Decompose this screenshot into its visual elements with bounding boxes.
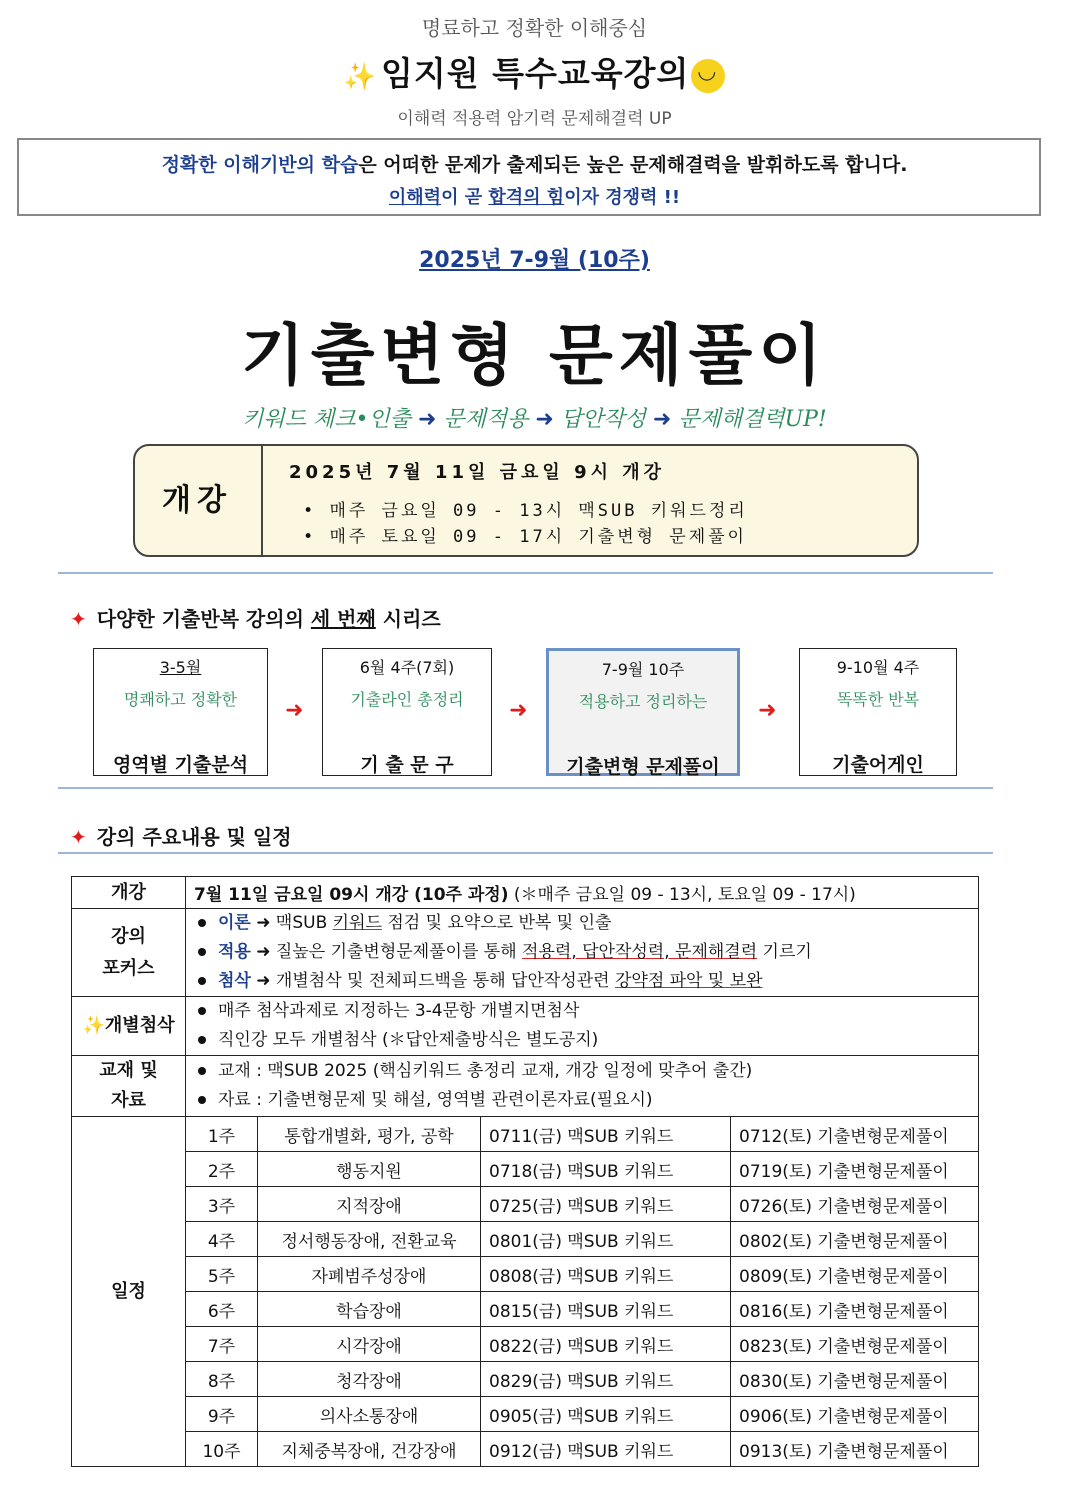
row-header: 일정 bbox=[72, 1117, 186, 1467]
list-item bbox=[198, 967, 970, 996]
saturday-cell: 0726(토) 기출변형문제풀이 bbox=[731, 1187, 979, 1222]
list-item bbox=[198, 938, 970, 967]
intro-line2-b: 이 곧 bbox=[441, 187, 489, 208]
table-row bbox=[72, 1432, 979, 1467]
table-row bbox=[72, 1292, 979, 1327]
flow-step-4: 문제해결력UP! bbox=[678, 407, 827, 432]
bullet-icon bbox=[198, 977, 206, 985]
friday-cell: 0815(금) 맥SUB 키워드 bbox=[481, 1292, 731, 1327]
series-name: 기출변형 문제풀이 bbox=[566, 756, 720, 778]
table-row-materials bbox=[72, 1056, 979, 1117]
week-cell: 6주 bbox=[186, 1292, 258, 1327]
arrow-icon: ➜ bbox=[250, 913, 276, 933]
bullet-icon bbox=[198, 1036, 206, 1044]
row-header-line2: 포커스 bbox=[102, 957, 155, 979]
flow-step-3: 답안작성 bbox=[560, 407, 646, 432]
friday-cell: 0801(금) 맥SUB 키워드 bbox=[481, 1222, 731, 1257]
week-cell: 3주 bbox=[186, 1187, 258, 1222]
row-header bbox=[72, 1056, 186, 1117]
focus-underline: 강약점 파악 및 보완 bbox=[614, 971, 763, 991]
topic-cell: 지적장애 bbox=[258, 1187, 481, 1222]
star-icon: ✦ bbox=[70, 607, 87, 631]
section-title-text: 다양한 기출반복 강의의 bbox=[96, 607, 311, 631]
intro-line-1 bbox=[0, 150, 1069, 177]
table-row bbox=[72, 1117, 979, 1152]
review-text: 매주 첨삭과제로 지정하는 3-4문항 개별지면첨삭 bbox=[218, 1001, 580, 1021]
star-icon: ✦ bbox=[70, 825, 87, 849]
flow-step-1: 키워드 체크•인출 bbox=[242, 407, 411, 432]
topic-cell: 자폐범주성장애 bbox=[258, 1257, 481, 1292]
series-desc: 기출라인 총정리 bbox=[350, 690, 464, 709]
week-cell: 5주 bbox=[186, 1257, 258, 1292]
week-cell: 7주 bbox=[186, 1327, 258, 1362]
list-item bbox=[198, 909, 970, 938]
focus-text: 점검 및 요약으로 반복 및 인출 bbox=[381, 913, 612, 933]
opening-date: 2025년 7월 11일 금요일 9시 개강 bbox=[289, 462, 666, 483]
arrow-icon: ➜ bbox=[250, 942, 276, 962]
topic-cell: 학습장애 bbox=[258, 1292, 481, 1327]
brand-name: 임지원 특수교육강의 bbox=[380, 54, 690, 93]
materials-text: 교재 : 맥SUB 2025 (핵심키워드 총정리 교재, 개강 일정에 맞추어 출간) bbox=[218, 1061, 753, 1081]
table-row bbox=[72, 1187, 979, 1222]
row-header-line1: 교재 및 bbox=[99, 1060, 158, 1081]
topic-cell: 청각장애 bbox=[258, 1362, 481, 1397]
friday-cell: 0905(금) 맥SUB 키워드 bbox=[481, 1397, 731, 1432]
intro-line-2 bbox=[0, 183, 1069, 209]
bullet-icon bbox=[198, 1007, 206, 1015]
week-cell: 10주 bbox=[186, 1432, 258, 1467]
friday-cell: 0711(금) 맥SUB 키워드 bbox=[481, 1117, 731, 1152]
arrow-icon: ➜ bbox=[285, 698, 304, 723]
series-desc: 똑똑한 반복 bbox=[836, 690, 920, 709]
series-name: 기 출 문 구 bbox=[360, 754, 454, 776]
table-row-focus bbox=[72, 909, 979, 997]
series-date: 3-5월 bbox=[159, 658, 202, 677]
list-item bbox=[198, 1057, 970, 1086]
series-desc: 명쾌하고 정확한 bbox=[123, 690, 238, 709]
divider bbox=[58, 572, 993, 574]
intro-line2-a: 이해력 bbox=[388, 187, 442, 208]
arrow-icon: ➜ bbox=[535, 407, 554, 432]
section-title-emph: 세 번째 bbox=[310, 607, 376, 631]
smiley-icon bbox=[691, 59, 725, 93]
intro-line2-d: 이자 경쟁력 !! bbox=[564, 187, 681, 208]
table-row-review bbox=[72, 997, 979, 1056]
header-subtag: 이해력 적용력 암기력 문제해결력 UP bbox=[397, 109, 672, 129]
series-date: 7-9월 10주 bbox=[601, 660, 685, 679]
saturday-cell: 0712(토) 기출변형문제풀이 bbox=[731, 1117, 979, 1152]
week-cell: 8주 bbox=[186, 1362, 258, 1397]
bullet-icon bbox=[198, 919, 206, 927]
intro-line2-c: 합격의 힘 bbox=[488, 187, 565, 208]
section-schedule-title bbox=[70, 821, 292, 850]
table-row bbox=[72, 1327, 979, 1362]
series-desc: 적용하고 정리하는 bbox=[578, 692, 708, 711]
saturday-cell: 0809(토) 기출변형문제풀이 bbox=[731, 1257, 979, 1292]
series-card-2 bbox=[322, 648, 492, 776]
row-header bbox=[72, 997, 186, 1056]
period-label: 2025년 7-9월 (10주) bbox=[419, 248, 650, 273]
materials-cell bbox=[186, 1056, 979, 1117]
schedule-table bbox=[71, 876, 979, 1467]
review-text: 직인강 모두 개별첨삭 (＊답안제출방식은 별도공지) bbox=[218, 1030, 599, 1050]
week-cell: 9주 bbox=[186, 1397, 258, 1432]
table-row bbox=[72, 1397, 979, 1432]
saturday-cell: 0823(토) 기출변형문제풀이 bbox=[731, 1327, 979, 1362]
section-series-title bbox=[70, 603, 441, 632]
open-cell bbox=[186, 877, 979, 909]
series-card-1 bbox=[93, 648, 268, 776]
series-card-3 bbox=[546, 648, 740, 776]
opening-label: 개강 bbox=[133, 444, 263, 557]
focus-underline: 키워드 bbox=[332, 913, 382, 933]
week-cell: 4주 bbox=[186, 1222, 258, 1257]
friday-cell: 0822(금) 맥SUB 키워드 bbox=[481, 1327, 731, 1362]
week-cell: 1주 bbox=[186, 1117, 258, 1152]
saturday-cell: 0830(토) 기출변형문제풀이 bbox=[731, 1362, 979, 1397]
friday-cell: 0808(금) 맥SUB 키워드 bbox=[481, 1257, 731, 1292]
opening-line-1: • 매주 금요일 09 - 13시 맥SUB 키워드정리 bbox=[303, 501, 748, 521]
review-cell bbox=[186, 997, 979, 1056]
focus-keyword: 첨삭 bbox=[218, 971, 251, 991]
topic-cell: 통합개별화, 평가, 공학 bbox=[258, 1117, 481, 1152]
section-title-text: 강의 주요내용 및 일정 bbox=[96, 825, 292, 849]
flow-step-2: 문제적용 bbox=[443, 407, 529, 432]
sparkle-icon: ✨ bbox=[343, 62, 377, 92]
intro-highlight: 정확한 이해기반의 학습 bbox=[161, 154, 359, 176]
saturday-cell: 0802(토) 기출변형문제풀이 bbox=[731, 1222, 979, 1257]
intro-line1-rest: 은 어떠한 문제가 출제되든 높은 문제해결력을 발휘하도록 합니다. bbox=[358, 154, 908, 176]
topic-cell: 시각장애 bbox=[258, 1327, 481, 1362]
focus-keyword: 적용 bbox=[218, 942, 251, 962]
row-header-text: 개별첨삭 bbox=[104, 1015, 175, 1036]
saturday-cell: 0906(토) 기출변형문제풀이 bbox=[731, 1397, 979, 1432]
focus-keyword: 이론 bbox=[218, 913, 251, 933]
focus-text: 개별첨삭 및 전체피드백을 통해 답안작성관련 bbox=[275, 971, 615, 991]
table-row bbox=[72, 1222, 979, 1257]
bullet-icon bbox=[198, 1067, 206, 1075]
arrow-icon: ➜ bbox=[417, 407, 437, 432]
week-cell: 2주 bbox=[186, 1152, 258, 1187]
focus-text: 질높은 기출변형문제풀이를 통해 bbox=[275, 942, 523, 962]
saturday-cell: 0816(토) 기출변형문제풀이 bbox=[731, 1292, 979, 1327]
open-bold: 7월 11일 금요일 09시 개강 (10주 과정) bbox=[194, 885, 509, 905]
divider bbox=[58, 787, 993, 789]
focus-cell bbox=[186, 909, 979, 997]
row-header-line1: 강의 bbox=[111, 925, 146, 947]
open-rest: (＊매주 금요일 09 - 13시, 토요일 09 - 17시) bbox=[508, 885, 856, 905]
bullet-icon bbox=[198, 948, 206, 956]
table-row bbox=[72, 1362, 979, 1397]
section-title-text-end: 시리즈 bbox=[375, 607, 441, 631]
topic-cell: 지체중복장애, 건강장애 bbox=[258, 1432, 481, 1467]
focus-underline: 적용력, 답안작성력, 문제해결력 bbox=[522, 942, 758, 962]
opening-line-2: • 매주 토요일 09 - 17시 기출변형 문제풀이 bbox=[303, 527, 747, 547]
focus-text: 맥SUB bbox=[275, 913, 333, 933]
topic-cell: 행동지원 bbox=[258, 1152, 481, 1187]
series-date: 6월 4주(7회) bbox=[359, 658, 455, 677]
topic-cell: 정서행동장애, 전환교육 bbox=[258, 1222, 481, 1257]
sparkle-icon: ✨ bbox=[82, 1015, 105, 1036]
saturday-cell: 0719(토) 기출변형문제풀이 bbox=[731, 1152, 979, 1187]
list-item bbox=[198, 1086, 970, 1115]
flow-steps bbox=[0, 402, 1069, 433]
friday-cell: 0912(금) 맥SUB 키워드 bbox=[481, 1432, 731, 1467]
list-item bbox=[198, 1026, 970, 1055]
arrow-icon: ➜ bbox=[509, 698, 528, 723]
arrow-icon: ➜ bbox=[758, 698, 777, 723]
divider bbox=[58, 852, 993, 854]
series-name: 영역별 기출분석 bbox=[112, 754, 249, 776]
friday-cell: 0725(금) 맥SUB 키워드 bbox=[481, 1187, 731, 1222]
table-row-open bbox=[72, 877, 979, 909]
friday-cell: 0718(금) 맥SUB 키워드 bbox=[481, 1152, 731, 1187]
row-header: 개강 bbox=[72, 877, 186, 909]
series-card-4 bbox=[799, 648, 957, 776]
arrow-icon: ➜ bbox=[652, 407, 672, 432]
list-item bbox=[198, 997, 970, 1026]
table-row bbox=[72, 1257, 979, 1292]
brand-title bbox=[0, 48, 1069, 95]
series-name: 기출어게인 bbox=[832, 754, 924, 776]
main-title: 기출변형 문제풀이 bbox=[240, 317, 829, 394]
topic-cell: 의사소통장애 bbox=[258, 1397, 481, 1432]
header-tagline: 명료하고 정확한 이해중심 bbox=[421, 16, 648, 40]
saturday-cell: 0913(토) 기출변형문제풀이 bbox=[731, 1432, 979, 1467]
friday-cell: 0829(금) 맥SUB 키워드 bbox=[481, 1362, 731, 1397]
focus-text: 기르기 bbox=[757, 942, 812, 962]
table-row bbox=[72, 1152, 979, 1187]
bullet-icon bbox=[198, 1096, 206, 1104]
row-header bbox=[72, 909, 186, 997]
materials-text: 자료 : 기출변형문제 및 해설, 영역별 관련이론자료(필요시) bbox=[218, 1090, 653, 1110]
arrow-icon: ➜ bbox=[250, 971, 276, 991]
series-date: 9-10월 4주 bbox=[836, 658, 920, 677]
row-header-line2: 자료 bbox=[111, 1090, 146, 1111]
